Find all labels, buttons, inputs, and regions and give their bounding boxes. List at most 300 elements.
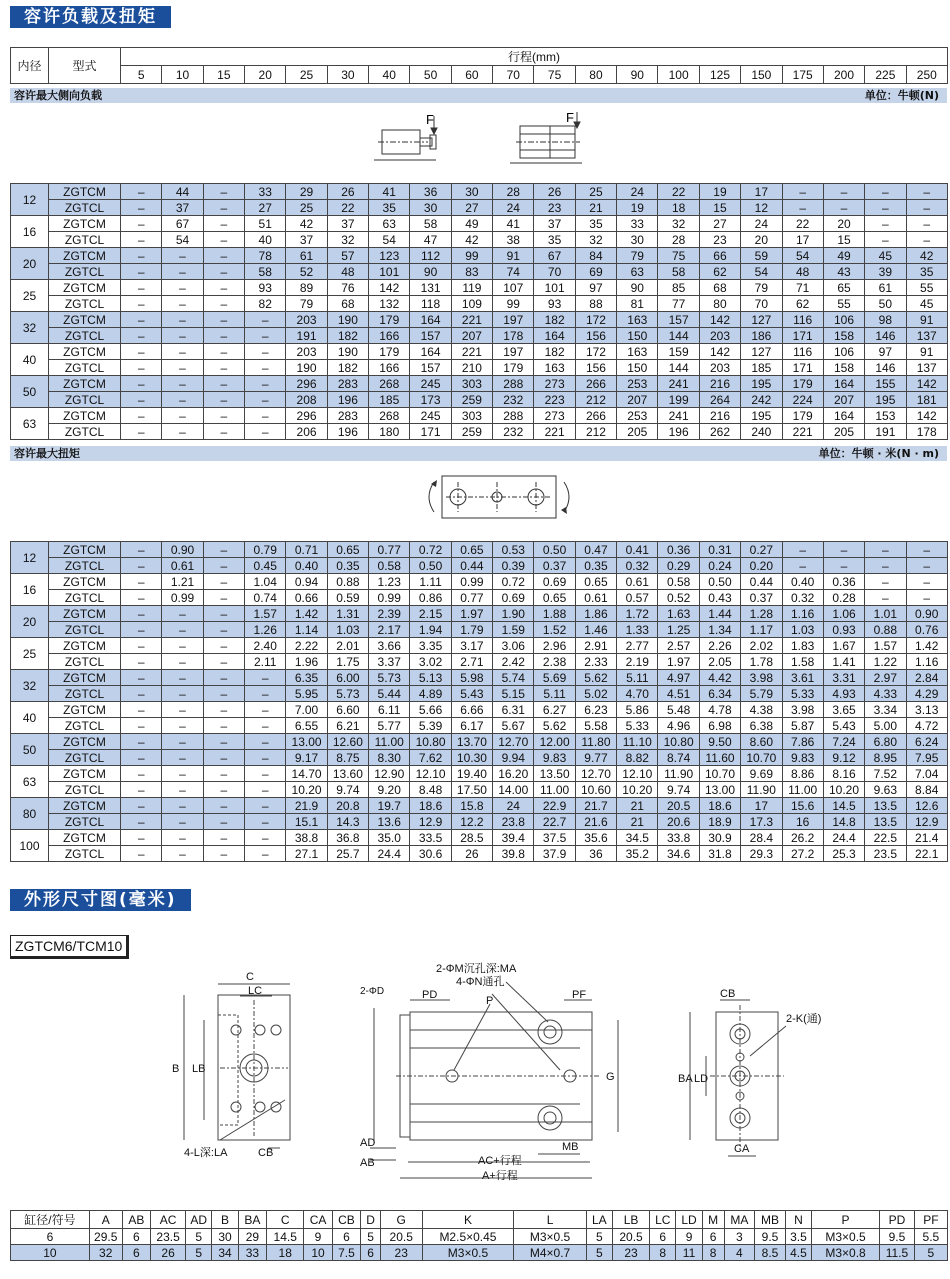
- value-cell: 3.13: [906, 702, 947, 718]
- bore-cell: 40: [11, 702, 49, 734]
- value-cell: –: [203, 408, 244, 424]
- value-cell: 0.47: [575, 542, 616, 558]
- value-cell: 212: [575, 424, 616, 440]
- value-cell: 182: [534, 312, 575, 328]
- value-cell: –: [121, 328, 162, 344]
- header-stroke-value: 250: [906, 66, 948, 84]
- value-cell: 0.40: [782, 574, 823, 590]
- value-cell: 27: [451, 200, 492, 216]
- value-cell: 2.84: [906, 670, 947, 686]
- value-cell: 268: [369, 408, 410, 424]
- value-cell: 34.5: [617, 830, 658, 846]
- bore-cell: 32: [11, 670, 49, 702]
- value-cell: 28.5: [451, 830, 492, 846]
- dim-header-cell: LC: [650, 1211, 676, 1229]
- value-cell: 8.16: [823, 766, 864, 782]
- dim-value-cell: 5: [586, 1245, 612, 1261]
- value-cell: –: [162, 654, 203, 670]
- value-cell: 0.36: [658, 542, 699, 558]
- value-cell: 37.9: [534, 846, 575, 862]
- table-row: [11, 622, 948, 638]
- model-cell: ZGTCL: [49, 232, 121, 248]
- value-cell: 101: [369, 264, 410, 280]
- value-cell: 38: [493, 232, 534, 248]
- value-cell: 93: [534, 296, 575, 312]
- value-cell: 68: [327, 296, 368, 312]
- value-cell: 2.01: [327, 638, 368, 654]
- value-cell: 55: [823, 296, 864, 312]
- value-cell: 8.60: [741, 734, 782, 750]
- value-cell: 0.99: [451, 574, 492, 590]
- dim-value-cell: 6: [11, 1229, 90, 1245]
- value-cell: 24: [617, 184, 658, 200]
- value-cell: –: [162, 408, 203, 424]
- value-cell: 7.86: [782, 734, 823, 750]
- value-cell: 35: [575, 216, 616, 232]
- value-cell: 5.58: [575, 718, 616, 734]
- label-N: 4-ΦN通孔: [456, 976, 505, 988]
- value-cell: 9.12: [823, 750, 864, 766]
- value-cell: –: [782, 558, 823, 574]
- value-cell: 1.75: [327, 654, 368, 670]
- value-cell: 146: [865, 328, 906, 344]
- dim-value-cell: 23: [612, 1245, 649, 1261]
- value-cell: 1.14: [286, 622, 327, 638]
- dim-header-cell: D: [361, 1211, 381, 1229]
- dim-value-cell: 23.5: [151, 1229, 186, 1245]
- value-cell: 22.5: [865, 830, 906, 846]
- value-cell: 55: [906, 280, 947, 296]
- value-cell: 0.94: [286, 574, 327, 590]
- value-cell: 19: [617, 200, 658, 216]
- value-cell: 142: [369, 280, 410, 296]
- value-cell: –: [121, 574, 162, 590]
- value-cell: 0.36: [823, 574, 864, 590]
- model-cell: ZGTCM: [49, 702, 121, 718]
- value-cell: 207: [823, 392, 864, 408]
- value-cell: 1.58: [782, 654, 823, 670]
- value-cell: –: [162, 766, 203, 782]
- value-cell: 8.82: [617, 750, 658, 766]
- model-cell: ZGTCL: [49, 558, 121, 574]
- value-cell: 1.72: [617, 606, 658, 622]
- bore-cell: 40: [11, 344, 49, 376]
- value-cell: 58: [658, 264, 699, 280]
- value-cell: 171: [782, 360, 823, 376]
- value-cell: 0.71: [286, 542, 327, 558]
- value-cell: 199: [658, 392, 699, 408]
- value-cell: –: [121, 782, 162, 798]
- value-cell: 159: [658, 344, 699, 360]
- value-cell: 6.27: [534, 702, 575, 718]
- value-cell: 54: [782, 248, 823, 264]
- value-cell: –: [245, 344, 286, 360]
- value-cell: –: [203, 424, 244, 440]
- model-cell: ZGTCM: [49, 830, 121, 846]
- value-cell: 14.70: [286, 766, 327, 782]
- value-cell: –: [906, 232, 947, 248]
- value-cell: 11.00: [534, 782, 575, 798]
- value-cell: 1.16: [906, 654, 947, 670]
- table-row: [11, 408, 948, 424]
- table-row: [11, 232, 948, 248]
- value-cell: 158: [823, 360, 864, 376]
- value-cell: 24: [493, 798, 534, 814]
- value-cell: 49: [451, 216, 492, 232]
- value-cell: –: [121, 670, 162, 686]
- value-cell: 1.41: [823, 654, 864, 670]
- value-cell: 70: [741, 296, 782, 312]
- dimension-drawings: [160, 960, 822, 1190]
- value-cell: 163: [617, 312, 658, 328]
- value-cell: 137: [906, 328, 947, 344]
- value-cell: 182: [327, 328, 368, 344]
- value-cell: 91: [906, 344, 947, 360]
- value-cell: –: [121, 638, 162, 654]
- value-cell: 12.9: [410, 814, 451, 830]
- value-cell: 37.5: [534, 830, 575, 846]
- dim-header-cell: LA: [586, 1211, 612, 1229]
- value-cell: –: [121, 686, 162, 702]
- label-C: C: [246, 971, 254, 983]
- value-cell: 131: [410, 280, 451, 296]
- value-cell: –: [823, 542, 864, 558]
- value-cell: 50: [865, 296, 906, 312]
- value-cell: 3.17: [451, 638, 492, 654]
- value-cell: 44: [162, 184, 203, 200]
- table-row: [11, 312, 948, 328]
- value-cell: –: [121, 606, 162, 622]
- value-cell: 203: [286, 344, 327, 360]
- value-cell: –: [121, 654, 162, 670]
- header-stroke-value: 40: [369, 66, 410, 84]
- value-cell: 5.33: [782, 686, 823, 702]
- value-cell: 0.65: [575, 574, 616, 590]
- value-cell: 4.42: [699, 670, 740, 686]
- torque-section-bar: [10, 446, 947, 461]
- value-cell: 288: [493, 376, 534, 392]
- value-cell: 6.24: [906, 734, 947, 750]
- value-cell: –: [121, 814, 162, 830]
- table-row: [11, 766, 948, 782]
- value-cell: 179: [782, 408, 823, 424]
- value-cell: 157: [658, 312, 699, 328]
- value-cell: 83: [451, 264, 492, 280]
- value-cell: 296: [286, 376, 327, 392]
- value-cell: 78: [245, 248, 286, 264]
- value-cell: 2.40: [245, 638, 286, 654]
- value-cell: 1.31: [327, 606, 368, 622]
- header-stroke-value: 200: [823, 66, 864, 84]
- dim-value-cell: 29: [238, 1229, 266, 1245]
- dim-value-cell: M3×0.8: [812, 1245, 880, 1261]
- value-cell: 1.01: [865, 606, 906, 622]
- value-cell: 8.86: [782, 766, 823, 782]
- value-cell: –: [203, 782, 244, 798]
- value-cell: –: [162, 782, 203, 798]
- value-cell: 241: [658, 376, 699, 392]
- value-cell: 197: [493, 312, 534, 328]
- value-cell: 0.74: [245, 590, 286, 606]
- header-stroke-value: 20: [245, 66, 286, 84]
- value-cell: 42: [906, 248, 947, 264]
- value-cell: –: [162, 846, 203, 862]
- value-cell: –: [245, 798, 286, 814]
- value-cell: 21: [575, 200, 616, 216]
- value-cell: 21.6: [575, 814, 616, 830]
- value-cell: 16.20: [493, 766, 534, 782]
- value-cell: 4.51: [658, 686, 699, 702]
- value-cell: 25.3: [823, 846, 864, 862]
- value-cell: 207: [617, 392, 658, 408]
- value-cell: 69: [575, 264, 616, 280]
- value-cell: 15.6: [782, 798, 823, 814]
- value-cell: –: [121, 558, 162, 574]
- value-cell: 0.39: [493, 558, 534, 574]
- value-cell: 2.38: [534, 654, 575, 670]
- value-cell: 71: [782, 280, 823, 296]
- model-cell: ZGTCM: [49, 638, 121, 654]
- model-cell: ZGTCL: [49, 686, 121, 702]
- value-cell: 5.67: [493, 718, 534, 734]
- dim-value-cell: 14.5: [267, 1229, 304, 1245]
- value-cell: 5.95: [286, 686, 327, 702]
- value-cell: –: [121, 718, 162, 734]
- value-cell: 2.17: [369, 622, 410, 638]
- value-cell: 1.17: [741, 622, 782, 638]
- value-cell: –: [121, 766, 162, 782]
- value-cell: 35.6: [575, 830, 616, 846]
- value-cell: –: [121, 296, 162, 312]
- value-cell: 5.13: [410, 670, 451, 686]
- value-cell: 21.9: [286, 798, 327, 814]
- header-stroke-value: 90: [617, 66, 658, 84]
- dim-value-cell: 10: [11, 1245, 90, 1261]
- value-cell: 2.05: [699, 654, 740, 670]
- value-cell: –: [162, 296, 203, 312]
- value-cell: –: [162, 670, 203, 686]
- table-row: [11, 424, 948, 440]
- value-cell: 12.10: [617, 766, 658, 782]
- value-cell: 5.73: [369, 670, 410, 686]
- value-cell: 179: [782, 376, 823, 392]
- value-cell: 11.00: [782, 782, 823, 798]
- value-cell: 178: [493, 328, 534, 344]
- value-cell: 0.32: [782, 590, 823, 606]
- value-cell: 0.69: [534, 574, 575, 590]
- value-cell: 150: [617, 360, 658, 376]
- value-cell: 0.79: [245, 542, 286, 558]
- dim-header-cell: N: [785, 1211, 811, 1229]
- value-cell: 22.7: [534, 814, 575, 830]
- section-title-load-torque: 容许负载及扭矩: [10, 6, 171, 28]
- model-cell: ZGTCM: [49, 216, 121, 232]
- dim-value-cell: 5: [361, 1229, 381, 1245]
- value-cell: 0.77: [451, 590, 492, 606]
- value-cell: –: [162, 686, 203, 702]
- value-cell: 51: [245, 216, 286, 232]
- rotation-arrow-left-icon: [429, 482, 434, 512]
- value-cell: 23: [699, 232, 740, 248]
- value-cell: 196: [327, 392, 368, 408]
- header-stroke-value: 5: [121, 66, 162, 84]
- value-cell: 0.20: [741, 558, 782, 574]
- load-section-bar: [10, 88, 947, 103]
- model-cell: ZGTCL: [49, 200, 121, 216]
- value-cell: 245: [410, 408, 451, 424]
- value-cell: 259: [451, 392, 492, 408]
- value-cell: 15: [823, 232, 864, 248]
- value-cell: 12.00: [534, 734, 575, 750]
- value-cell: –: [782, 542, 823, 558]
- value-cell: 20.5: [658, 798, 699, 814]
- value-cell: –: [203, 814, 244, 830]
- force-label-2: F: [566, 110, 574, 125]
- table-row: [11, 392, 948, 408]
- value-cell: 264: [699, 392, 740, 408]
- value-cell: 223: [534, 392, 575, 408]
- value-cell: 37: [534, 216, 575, 232]
- label-PD: PD: [422, 989, 438, 1001]
- value-cell: 5.62: [575, 670, 616, 686]
- value-cell: 23.8: [493, 814, 534, 830]
- value-cell: 158: [823, 328, 864, 344]
- dim-value-cell: 3.5: [785, 1229, 811, 1245]
- value-cell: 1.44: [699, 606, 740, 622]
- value-cell: 8.74: [658, 750, 699, 766]
- model-cell: ZGTCL: [49, 846, 121, 862]
- value-cell: 3.98: [782, 702, 823, 718]
- value-cell: 31.8: [699, 846, 740, 862]
- value-cell: 107: [493, 280, 534, 296]
- value-cell: –: [203, 542, 244, 558]
- value-cell: 97: [865, 344, 906, 360]
- value-cell: 24.4: [369, 846, 410, 862]
- value-cell: 216: [699, 376, 740, 392]
- value-cell: 21: [617, 814, 658, 830]
- value-cell: 7.52: [865, 766, 906, 782]
- value-cell: 1.42: [906, 638, 947, 654]
- value-cell: 6.80: [865, 734, 906, 750]
- value-cell: 221: [451, 344, 492, 360]
- value-cell: 137: [906, 360, 947, 376]
- value-cell: 5.43: [823, 718, 864, 734]
- dim-value-cell: 5: [186, 1245, 212, 1261]
- value-cell: 32: [327, 232, 368, 248]
- value-cell: 0.65: [534, 590, 575, 606]
- value-cell: 26: [451, 846, 492, 862]
- value-cell: 42: [286, 216, 327, 232]
- value-cell: 18.6: [410, 798, 451, 814]
- value-cell: 0.29: [658, 558, 699, 574]
- value-cell: 28: [658, 232, 699, 248]
- dim-header-cell: P: [812, 1211, 880, 1229]
- value-cell: 173: [410, 392, 451, 408]
- value-cell: 5.73: [327, 686, 368, 702]
- load-section-unit: 单位：牛顿(N): [864, 89, 939, 102]
- value-cell: 3.35: [410, 638, 451, 654]
- value-cell: 11.00: [369, 734, 410, 750]
- dim-header-cell: CB: [332, 1211, 360, 1229]
- value-cell: 109: [451, 296, 492, 312]
- value-cell: 207: [451, 328, 492, 344]
- value-cell: 3.66: [369, 638, 410, 654]
- table-row: [11, 542, 948, 558]
- value-cell: 0.27: [741, 542, 782, 558]
- value-cell: 20.8: [327, 798, 368, 814]
- dim-header-cell: LB: [612, 1211, 649, 1229]
- value-cell: 2.33: [575, 654, 616, 670]
- bore-cell: 63: [11, 766, 49, 798]
- value-cell: –: [121, 232, 162, 248]
- value-cell: 1.63: [658, 606, 699, 622]
- table-row: [11, 814, 948, 830]
- value-cell: 27: [699, 216, 740, 232]
- value-cell: 27.2: [782, 846, 823, 862]
- value-cell: 5.43: [451, 686, 492, 702]
- value-cell: –: [245, 408, 286, 424]
- model-cell: ZGTCL: [49, 264, 121, 280]
- value-cell: 3.65: [823, 702, 864, 718]
- value-cell: 259: [451, 424, 492, 440]
- value-cell: –: [162, 750, 203, 766]
- label-D: 2-ΦD: [360, 986, 385, 997]
- value-cell: 2.42: [493, 654, 534, 670]
- value-cell: 25: [575, 184, 616, 200]
- value-cell: –: [245, 392, 286, 408]
- model-cell: ZGTCM: [49, 280, 121, 296]
- value-cell: 178: [906, 424, 947, 440]
- dim-header-cell: G: [380, 1211, 422, 1229]
- value-cell: 30: [451, 184, 492, 200]
- value-cell: 4.72: [906, 718, 947, 734]
- value-cell: 2.19: [617, 654, 658, 670]
- table-row: [11, 200, 948, 216]
- value-cell: 142: [699, 344, 740, 360]
- value-cell: 61: [865, 280, 906, 296]
- value-cell: 79: [286, 296, 327, 312]
- value-cell: 171: [782, 328, 823, 344]
- value-cell: 0.53: [493, 542, 534, 558]
- value-cell: 4.89: [410, 686, 451, 702]
- model-cell: ZGTCL: [49, 392, 121, 408]
- value-cell: –: [203, 264, 244, 280]
- value-cell: 99: [493, 296, 534, 312]
- value-cell: 6.23: [575, 702, 616, 718]
- value-cell: 90: [410, 264, 451, 280]
- table-row: [11, 558, 948, 574]
- value-cell: 203: [699, 328, 740, 344]
- value-cell: 216: [699, 408, 740, 424]
- value-cell: 15.8: [451, 798, 492, 814]
- value-cell: 39: [865, 264, 906, 280]
- dim-value-cell: 4: [724, 1245, 755, 1261]
- value-cell: –: [245, 734, 286, 750]
- value-cell: 58: [245, 264, 286, 280]
- value-cell: 164: [823, 376, 864, 392]
- value-cell: –: [121, 184, 162, 200]
- value-cell: 12.9: [906, 814, 947, 830]
- dim-value-cell: 5: [586, 1229, 612, 1245]
- dim-value-cell: 11.5: [879, 1245, 914, 1261]
- value-cell: –: [245, 750, 286, 766]
- table-row: [11, 654, 948, 670]
- value-cell: 10.20: [823, 782, 864, 798]
- value-cell: 288: [493, 408, 534, 424]
- value-cell: 33: [245, 184, 286, 200]
- table-row: [11, 590, 948, 606]
- value-cell: 196: [658, 424, 699, 440]
